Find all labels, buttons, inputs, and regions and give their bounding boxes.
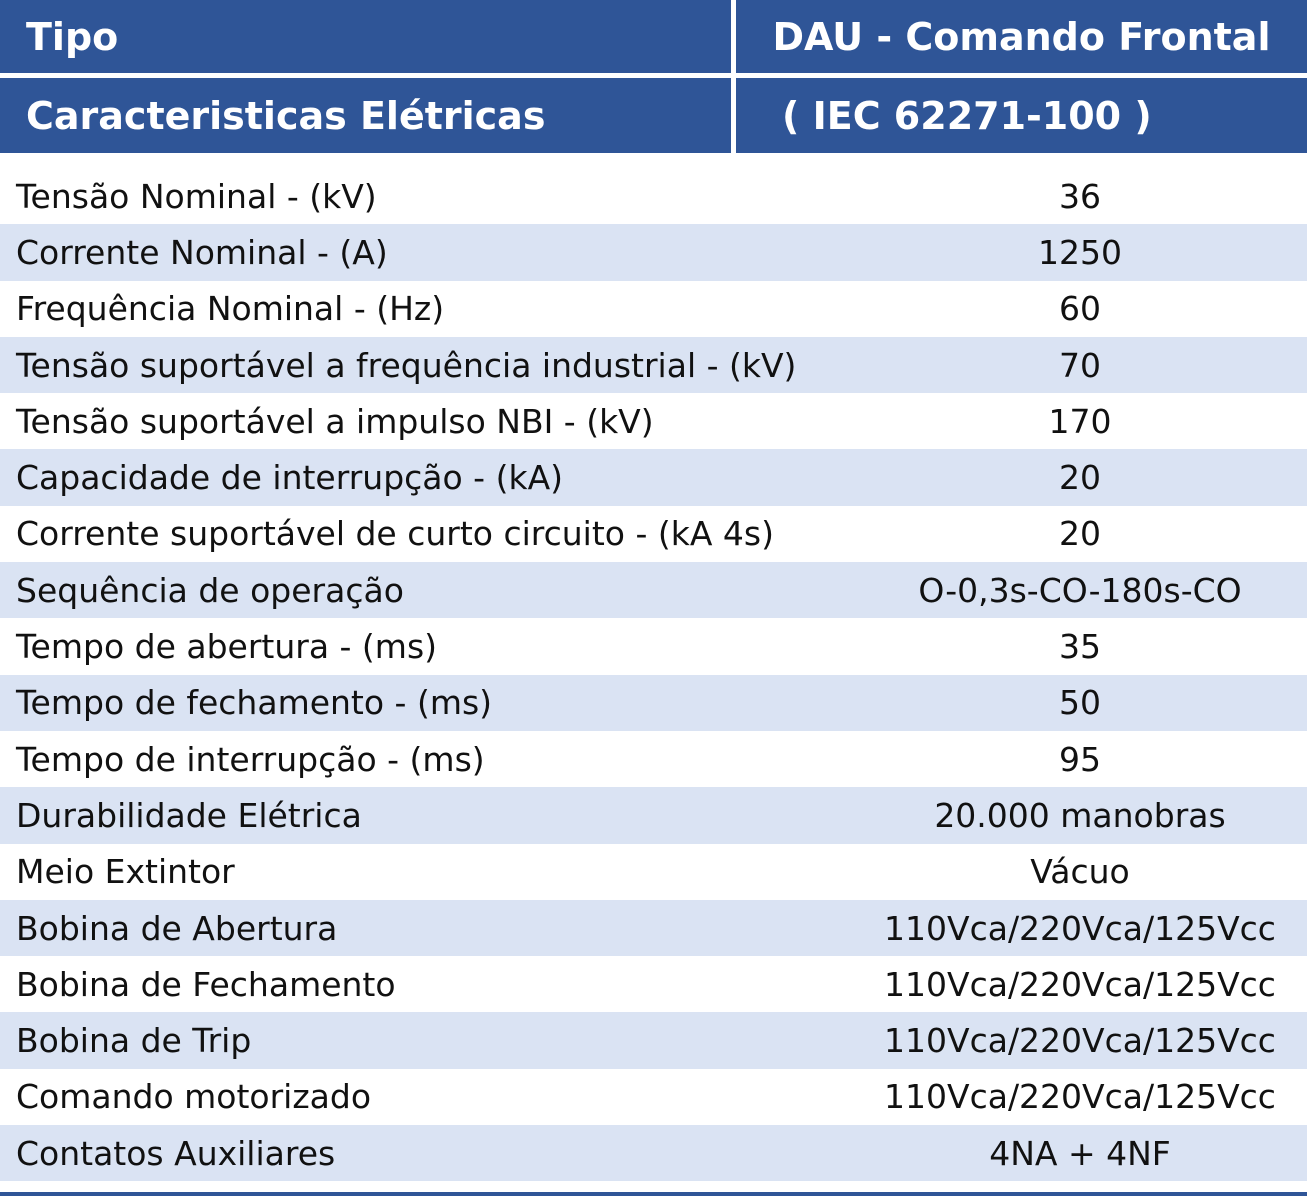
spec-label: Tempo de fechamento - (ms) [16,683,493,723]
spec-label: Capacidade de interrupção - (kA) [16,458,564,498]
header-row-type [0,0,1307,73]
spec-label: Bobina de Fechamento [16,964,396,1004]
table-row [0,281,1307,337]
spec-value: 1250 [1038,232,1122,272]
spec-label: Frequência Nominal - (Hz) [16,289,445,329]
spec-label: Tensão suportável a frequência industrial - (kV) [16,345,797,385]
table-row [0,900,1307,956]
table-row [0,787,1307,843]
table-row [0,506,1307,562]
header-type-value: DAU - Comando Frontal [772,14,1271,59]
spec-label: Corrente Nominal - (A) [16,232,388,272]
header-characteristics-label: Caracteristicas Elétricas [26,93,546,138]
spec-value: 4NA + 4NF [989,1133,1171,1173]
header-row-characteristics [0,78,1307,153]
spec-value: 35 [1059,627,1101,667]
spec-value: 20 [1059,458,1101,498]
spec-rows [0,168,1307,1181]
table-row [0,731,1307,787]
table-row [0,562,1307,618]
spec-value: 60 [1059,289,1101,329]
spec-value: Vácuo [1030,852,1130,892]
spec-value: 95 [1059,739,1101,779]
table-bottom-border [0,1192,1307,1196]
spec-value: 110Vca/220Vca/125Vcc [884,964,1276,1004]
spec-value: 110Vca/220Vca/125Vcc [884,908,1276,948]
spec-label: Durabilidade Elétrica [16,795,362,835]
spec-label: Tempo de abertura - (ms) [16,627,438,667]
table-row [0,1012,1307,1068]
spec-value: 70 [1059,345,1101,385]
header-standard-value: ( IEC 62271-100 ) [782,93,1152,138]
spec-value: O-0,3s-CO-180s-CO [918,570,1242,610]
spec-label: Comando motorizado [16,1077,372,1117]
spec-label: Tensão Nominal - (kV) [16,176,377,216]
spec-value: 20.000 manobras [934,795,1226,835]
spec-label: Contatos Auxiliares [16,1133,336,1173]
spec-label: Sequência de operação [16,570,404,610]
table-row [0,393,1307,449]
spec-value: 20 [1059,514,1101,554]
spec-label: Corrente suportável de curto circuito - (kA 4s) [16,514,774,554]
spec-value: 110Vca/220Vca/125Vcc [884,1021,1276,1061]
table-row [0,337,1307,393]
table-row [0,618,1307,674]
spec-label: Bobina de Abertura [16,908,338,948]
table-row [0,224,1307,280]
header-column-divider [731,0,736,153]
table-row [0,168,1307,224]
header-type-label: Tipo [26,14,119,59]
spec-label: Tensão suportável a impulso NBI - (kV) [16,401,654,441]
spec-label: Tempo de interrupção - (ms) [16,739,485,779]
spec-value: 50 [1059,683,1101,723]
table-row [0,675,1307,731]
spec-value: 170 [1048,401,1112,441]
table-row [0,956,1307,1012]
spec-value: 110Vca/220Vca/125Vcc [884,1077,1276,1117]
table-row [0,449,1307,505]
table-row [0,844,1307,900]
spec-label: Meio Extintor [16,852,235,892]
table-row [0,1069,1307,1125]
spec-value: 36 [1059,176,1101,216]
spec-label: Bobina de Trip [16,1021,252,1061]
table-row [0,1125,1307,1181]
